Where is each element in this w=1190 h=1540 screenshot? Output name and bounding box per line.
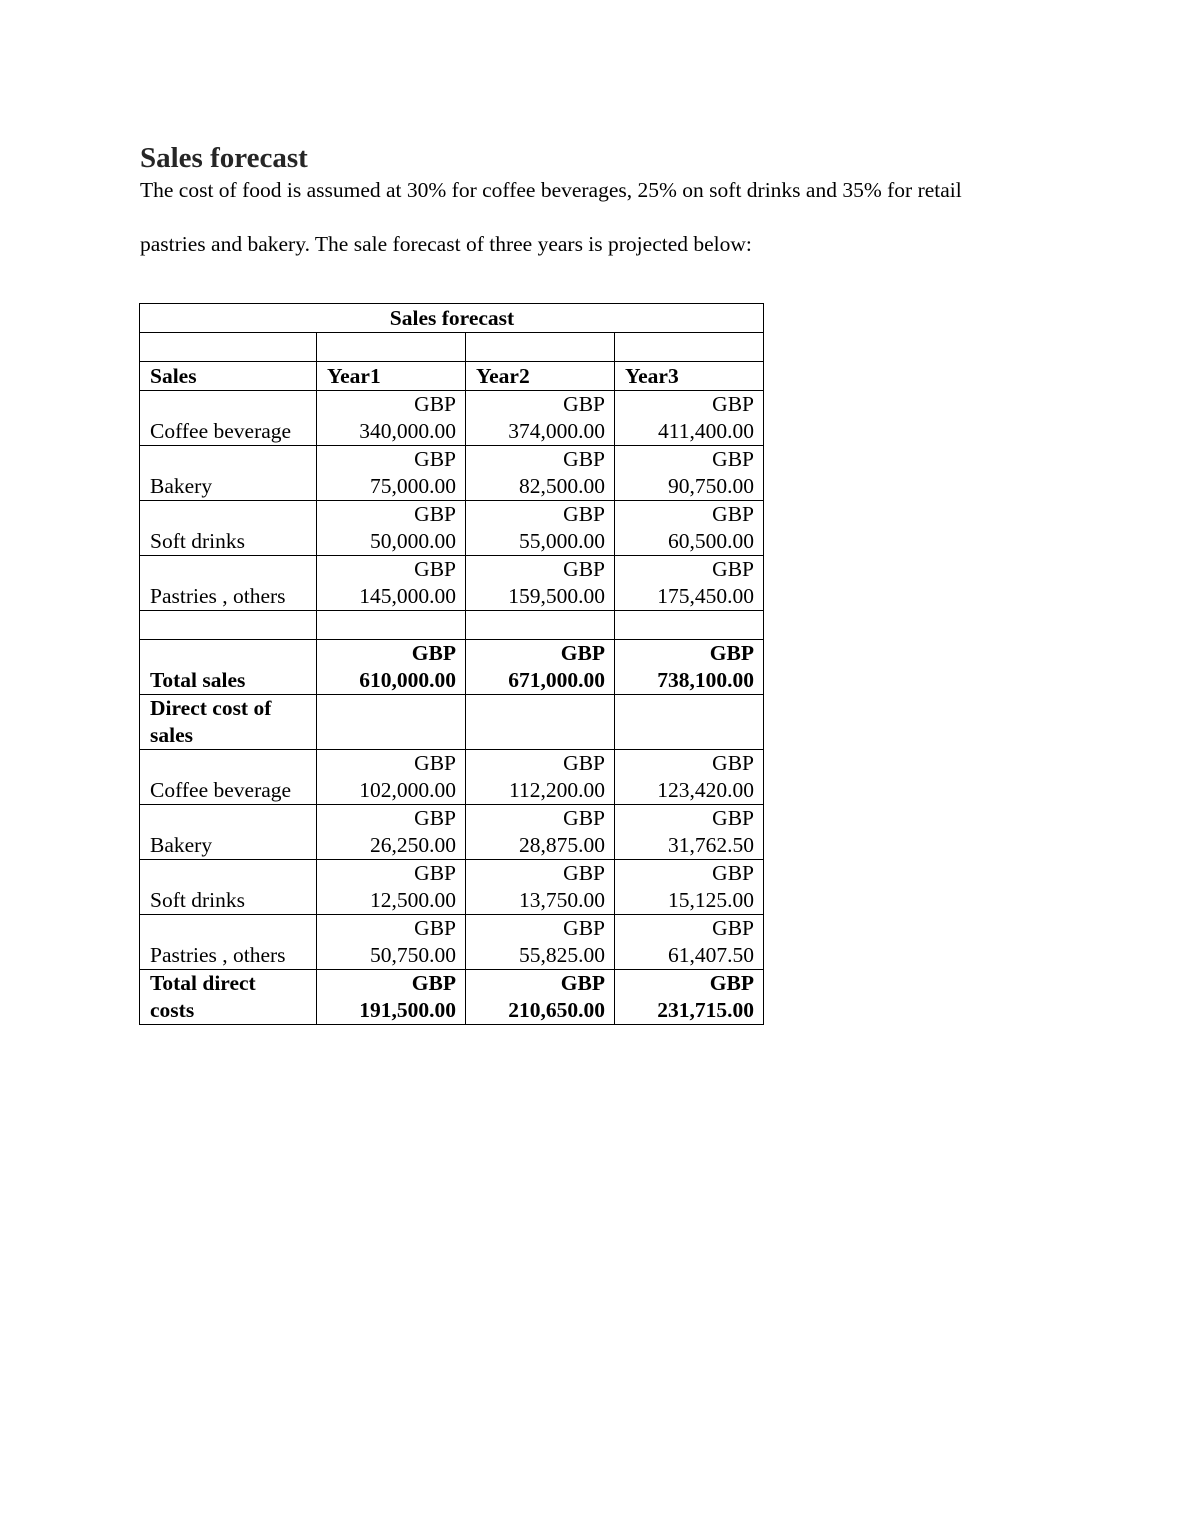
table-row <box>140 915 764 970</box>
total-sales-row <box>140 640 764 695</box>
value-cell: GBP 340,000.00 <box>317 391 466 446</box>
blank-row <box>140 611 764 640</box>
table-row <box>140 805 764 860</box>
value-cell: GBP 191,500.00 <box>317 970 466 1025</box>
value-cell: GBP 12,500.00 <box>317 860 466 915</box>
value-cell: GBP 50,750.00 <box>317 915 466 970</box>
row-label: Coffee beverage <box>140 391 317 446</box>
table-row <box>140 446 764 501</box>
direct-cost-header-row <box>140 695 764 750</box>
intro-paragraph-line-2: pastries and bakery. The sale forecast of three years is projected below: <box>140 232 752 256</box>
row-label: Pastries , others <box>140 556 317 611</box>
value-cell: GBP 13,750.00 <box>466 860 615 915</box>
column-header: Year1 <box>317 362 466 391</box>
sales-forecast-table <box>139 303 764 1025</box>
value-cell: GBP 61,407.50 <box>615 915 764 970</box>
row-label: Pastries , others <box>140 915 317 970</box>
value-cell: GBP 82,500.00 <box>466 446 615 501</box>
value-cell: GBP 55,000.00 <box>466 501 615 556</box>
value-cell: GBP 123,420.00 <box>615 750 764 805</box>
row-label: Soft drinks <box>140 860 317 915</box>
value-cell: GBP 60,500.00 <box>615 501 764 556</box>
table-row <box>140 501 764 556</box>
value-cell: GBP 90,750.00 <box>615 446 764 501</box>
row-label: Total direct costs <box>140 970 317 1025</box>
total-direct-costs-row <box>140 970 764 1025</box>
value-cell: GBP 175,450.00 <box>615 556 764 611</box>
value-cell: GBP 15,125.00 <box>615 860 764 915</box>
row-label: Total sales <box>140 640 317 695</box>
value-cell: GBP 102,000.00 <box>317 750 466 805</box>
column-header-row <box>140 362 764 391</box>
value-cell: GBP 55,825.00 <box>466 915 615 970</box>
value-cell: GBP 231,715.00 <box>615 970 764 1025</box>
page-heading: Sales forecast <box>140 142 308 174</box>
row-label: Bakery <box>140 446 317 501</box>
row-label: Coffee beverage <box>140 750 317 805</box>
value-cell: GBP 210,650.00 <box>466 970 615 1025</box>
table-row <box>140 860 764 915</box>
table-row <box>140 750 764 805</box>
value-cell: GBP 75,000.00 <box>317 446 466 501</box>
value-cell: GBP 50,000.00 <box>317 501 466 556</box>
value-cell: GBP 28,875.00 <box>466 805 615 860</box>
column-header: Year3 <box>615 362 764 391</box>
value-cell: GBP 738,100.00 <box>615 640 764 695</box>
table-row <box>140 391 764 446</box>
value-cell: GBP 159,500.00 <box>466 556 615 611</box>
value-cell: GBP 112,200.00 <box>466 750 615 805</box>
column-header: Year2 <box>466 362 615 391</box>
section-label: Direct cost of sales <box>140 695 317 750</box>
value-cell: GBP 26,250.00 <box>317 805 466 860</box>
table-title-row <box>140 304 764 333</box>
row-label: Soft drinks <box>140 501 317 556</box>
blank-row <box>140 333 764 362</box>
column-header: Sales <box>140 362 317 391</box>
value-cell: GBP 145,000.00 <box>317 556 466 611</box>
value-cell: GBP 610,000.00 <box>317 640 466 695</box>
table-title: Sales forecast <box>140 304 764 333</box>
value-cell: GBP 671,000.00 <box>466 640 615 695</box>
row-label: Bakery <box>140 805 317 860</box>
table-row <box>140 556 764 611</box>
intro-paragraph-line-1: The cost of food is assumed at 30% for coffee beverages, 25% on soft drinks and 35% for retail <box>140 178 962 202</box>
value-cell: GBP 374,000.00 <box>466 391 615 446</box>
value-cell: GBP 31,762.50 <box>615 805 764 860</box>
value-cell: GBP 411,400.00 <box>615 391 764 446</box>
